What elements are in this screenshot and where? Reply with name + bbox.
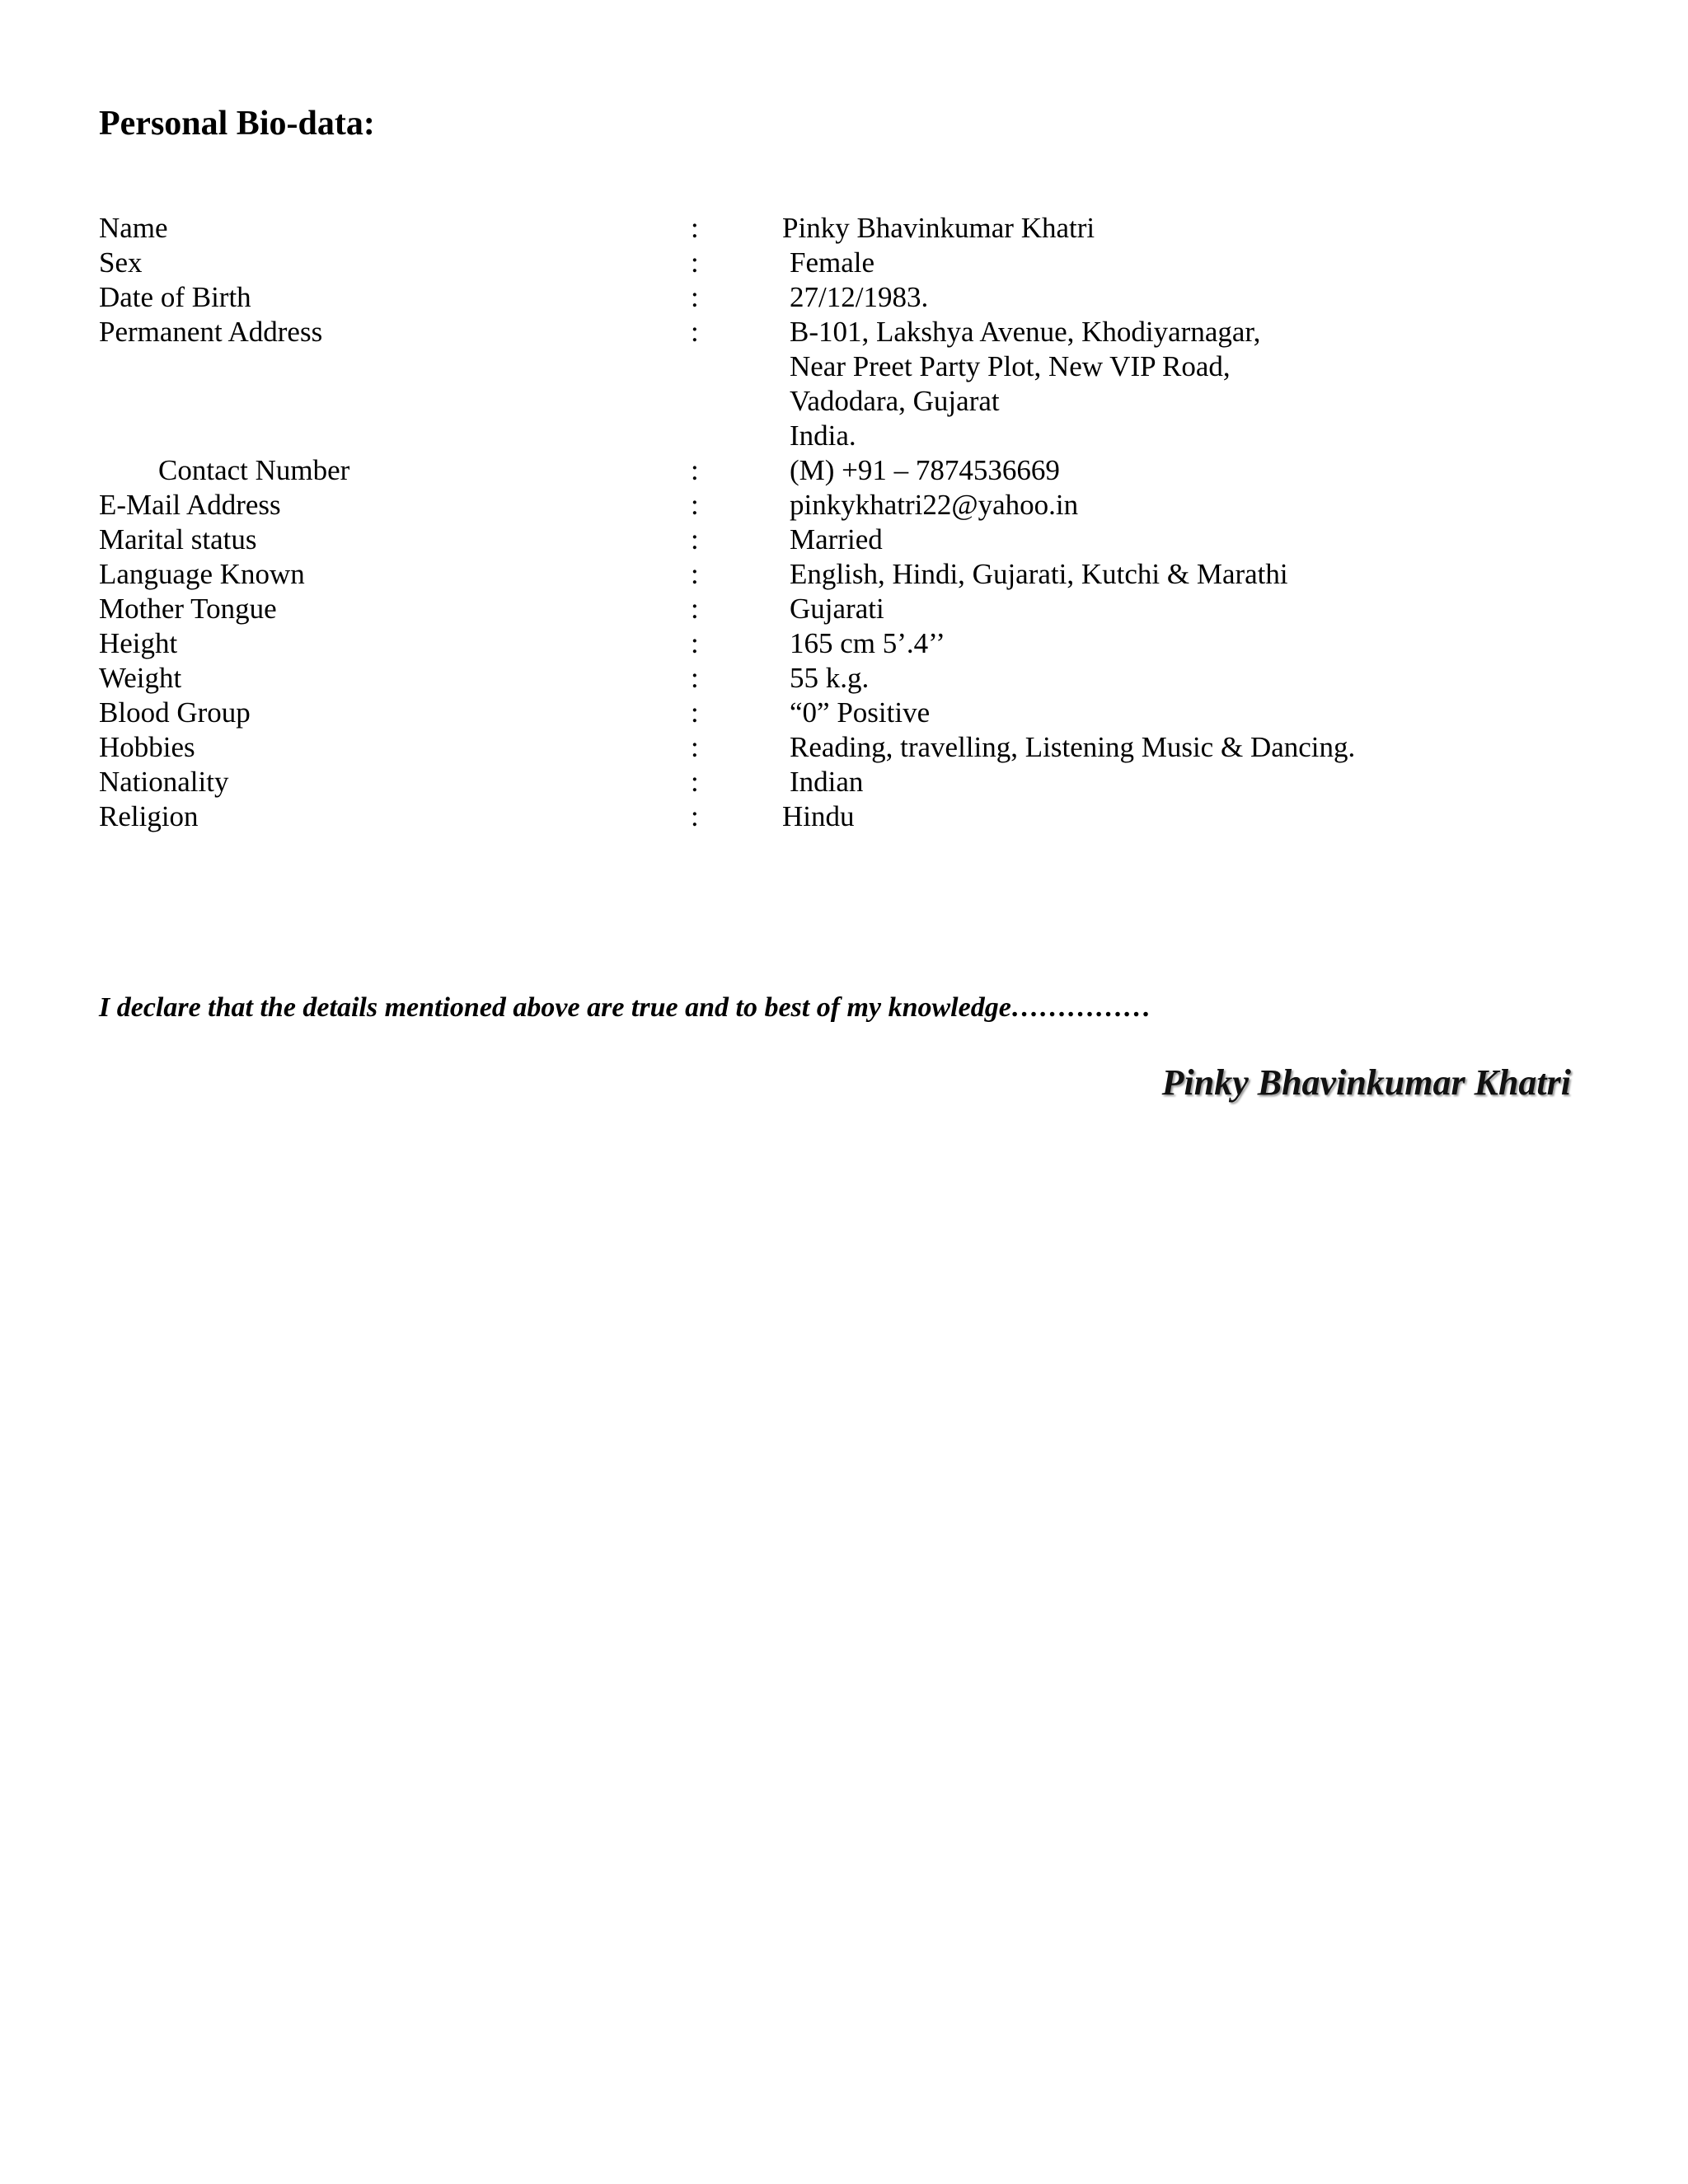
field-separator: : — [691, 558, 699, 590]
field-row-weight — [99, 661, 1582, 696]
field-row-religion — [99, 799, 1582, 834]
field-row-marital-status — [99, 523, 1582, 557]
field-label: Religion — [99, 800, 199, 832]
field-label: Nationality — [99, 766, 229, 798]
field-value: 27/12/1983. — [790, 281, 929, 313]
field-label: Height — [99, 627, 178, 659]
field-label: Permanent Address — [99, 316, 323, 348]
signature-name: Pinky Bhavinkumar Khatri — [1161, 1062, 1571, 1103]
field-label: Name — [99, 212, 168, 244]
address-line: India. — [790, 419, 856, 452]
field-value: pinkykhatri22@yahoo.in — [790, 489, 1079, 521]
address-line: Near Preet Party Plot, New VIP Road, — [790, 350, 1231, 382]
field-row-permanent-address — [99, 315, 1582, 453]
field-separator: : — [691, 523, 699, 555]
field-row-height — [99, 626, 1582, 661]
field-value: English, Hindi, Gujarati, Kutchi & Marathi — [790, 558, 1288, 590]
address-line: Vadodara, Gujarat — [790, 385, 1000, 417]
address-value — [790, 315, 1582, 453]
field-separator: : — [691, 800, 699, 832]
field-label: Sex — [99, 246, 143, 279]
field-value: Hindu — [782, 800, 855, 832]
field-value: Female — [790, 246, 875, 279]
field-separator: : — [691, 281, 699, 313]
field-value: Pinky Bhavinkumar Khatri — [782, 212, 1095, 244]
field-value: 165 cm 5’.4’’ — [790, 627, 945, 659]
field-value: 55 k.g. — [790, 662, 870, 694]
field-row-blood-group — [99, 696, 1582, 730]
field-value: Reading, travelling, Listening Music & Dancing. — [790, 731, 1356, 763]
field-separator: : — [691, 696, 699, 729]
field-separator: : — [691, 766, 699, 798]
field-separator: : — [691, 627, 699, 659]
field-label: Hobbies — [99, 731, 195, 763]
field-separator: : — [691, 731, 699, 763]
field-value: Gujarati — [790, 593, 884, 625]
address-line: B-101, Lakshya Avenue, Khodiyarnagar, — [790, 316, 1261, 348]
field-label: Date of Birth — [99, 281, 251, 313]
field-row-email-address — [99, 488, 1582, 523]
page-title: Personal Bio-data: — [99, 105, 375, 143]
field-label: Language Known — [99, 558, 305, 590]
declaration-text: I declare that the details mentioned above are true and to best of my knowledge…………… — [99, 992, 1151, 1023]
field-value: (M) +91 – 7874536669 — [790, 454, 1060, 486]
field-separator: : — [691, 246, 699, 279]
field-separator: : — [691, 454, 699, 486]
field-value: “0” Positive — [790, 696, 931, 729]
field-row-hobbies — [99, 730, 1582, 765]
field-value: Married — [790, 523, 883, 555]
field-separator: : — [691, 212, 699, 244]
field-label: Weight — [99, 662, 182, 694]
field-label: Contact Number — [158, 454, 350, 486]
field-separator: : — [691, 489, 699, 521]
field-separator: : — [691, 316, 699, 348]
field-row-sex — [99, 246, 1582, 280]
field-separator: : — [691, 662, 699, 694]
field-label: E-Mail Address — [99, 489, 281, 521]
field-row-mother-tongue — [99, 592, 1582, 626]
field-label: Marital status — [99, 523, 257, 555]
biodata-fields — [99, 211, 1582, 834]
field-row-name — [99, 211, 1582, 246]
field-row-nationality — [99, 765, 1582, 799]
field-label: Mother Tongue — [99, 593, 277, 625]
field-separator: : — [691, 593, 699, 625]
field-value: Indian — [790, 766, 864, 798]
field-row-language-known — [99, 557, 1582, 592]
field-row-date-of-birth — [99, 280, 1582, 315]
field-label: Blood Group — [99, 696, 251, 729]
field-row-contact-number — [99, 453, 1582, 488]
